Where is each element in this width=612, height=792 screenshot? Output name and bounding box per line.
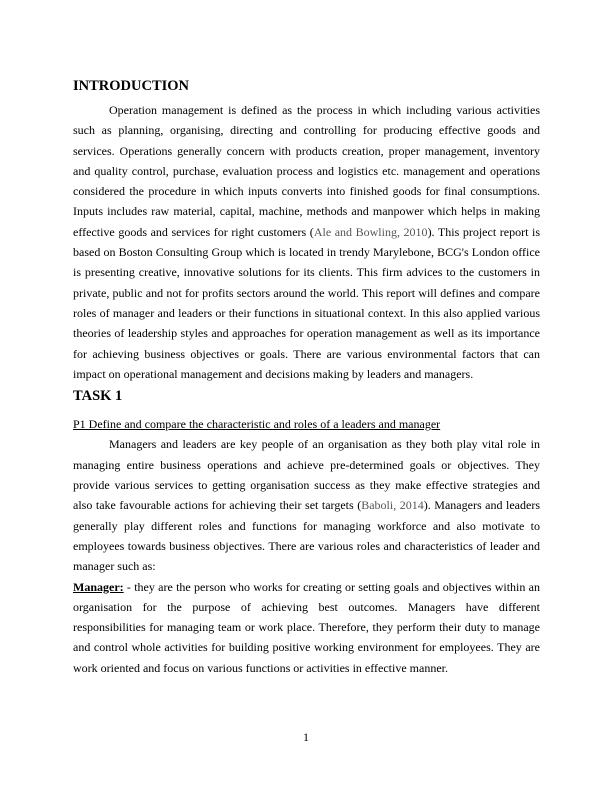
task1-citation: Baboli, 2014 (361, 498, 424, 513)
page-content (73, 76, 540, 678)
intro-text-part1: Operation management is defined as the process in which including various activities such as planning, organising, directing and controlling for producing effective goods and services. Operations generally concern with products creation, proper management, inventory and quality control, purchase, evaluation process and logistics etc. management and operations considered the procedure in which inputs converts into finished goods for final consumptions. Inputs includes raw material, capital, machine, methods and manpower which helps in making effective goods and services for right customers ( (73, 103, 540, 239)
task1-text-part1: Managers and leaders are key people of an organisation as they both play vital role in managing entire business operations and achieve pre-determined goals or objectives. They provide various services to getting organisation success as they make effective strategies and also take favourable actions for achieving their set targets ( (73, 437, 540, 513)
task1-heading: TASK 1 (73, 388, 123, 405)
introduction-heading: INTRODUCTION (73, 78, 190, 94)
manager-paragraph (73, 577, 540, 678)
page-number: 1 (303, 730, 309, 744)
manager-term: Manager: (73, 579, 124, 594)
task1-subheading: P1 Define and compare the characteristic and roles of a leaders and manager (73, 417, 441, 432)
intro-citation: Ale and Bowling, 2010 (313, 224, 428, 239)
manager-definition: - they are the person who works for creating or setting goals and objectives within an organisation for the purpose of achieving best outcomes. Managers have different responsibilities for managing team or work place. Therefore, they perform their duty to manage and control whole activities for building positive working environment for employees. They are work oriented and focus on various functions or activities in effective manner. (73, 579, 540, 675)
introduction-paragraph (73, 100, 540, 384)
task1-text-part2: ). Managers and leaders generally play different roles and functions for managing workforce and also motivate to employees towards business objectives. There are various roles and characteristics of leader and manager such as: (73, 498, 541, 574)
intro-text-part2: ). This project report is based on Boston Consulting Group which is located in trendy Marylebone, BCG's London office is presenting creative, innovative solutions for its clients. This firm advices to the customers in private, public and not for profits sectors around the world. This report will defines and compare roles of manager and leaders or their functions in situational context. In this also applied various theories of leadership styles and approaches for operation management as well as its importance for achieving business objectives or goals. There are various environmental factors that can impact on operational management and decisions making by leaders and managers. (73, 224, 540, 381)
task1-paragraph (73, 434, 540, 576)
